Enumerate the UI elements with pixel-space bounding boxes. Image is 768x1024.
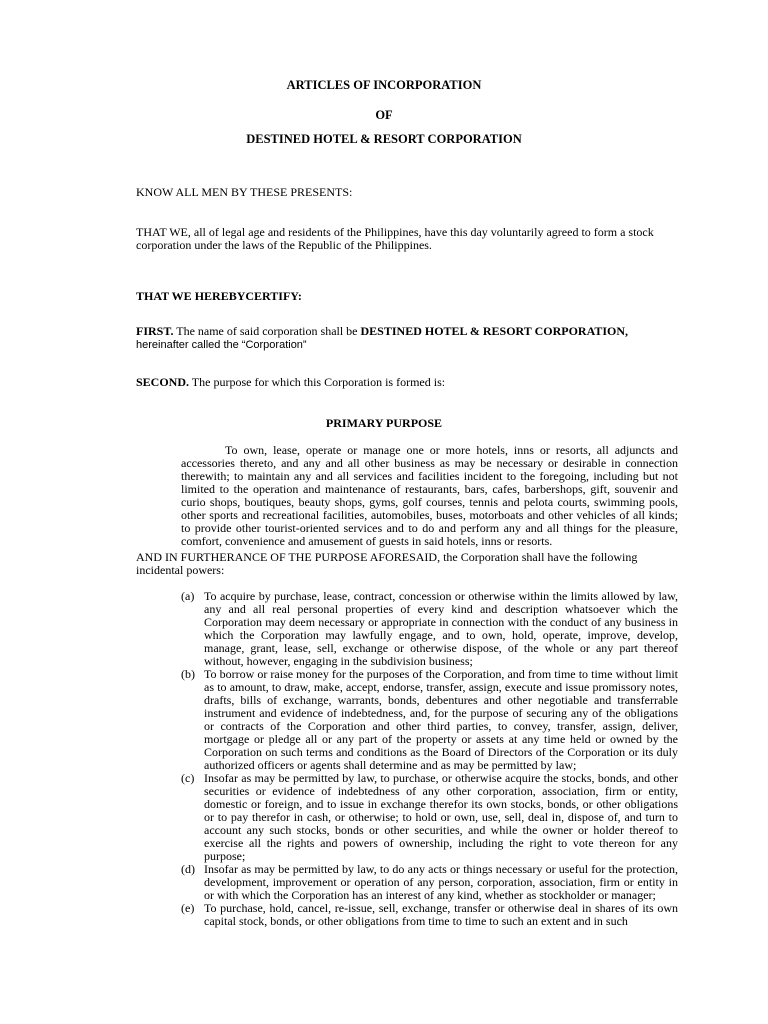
power-item-d: [181, 863, 678, 902]
power-label-c: (c): [181, 771, 195, 785]
power-item-a: [181, 590, 678, 668]
first-label: FIRST.: [136, 324, 174, 338]
power-label-b: (b): [181, 667, 195, 681]
first-article: [136, 325, 656, 352]
power-label-e: (e): [181, 901, 195, 915]
that-we-paragraph: THAT WE, all of legal age and residents of the Philippines, have this day voluntarily agreed to form a stock corporation under the laws of the Republic of the Philippines.: [136, 225, 654, 252]
primary-purpose-body: To own, lease, operate or manage one or more hotels, inns or resorts, all adjuncts and accessories thereto, and any and all other business as may be necessary or desirable in connection therewith; to maintain any and all services and facilities incident to the foregoing, including but not limited to the operation and maintenance of restaurants, bars, cafes, barbershops, gift, souvenir and curio shops, boutiques, beauty shops, gyms, golf courses, tennis and pelota courts, swimming pools, other sports and recreational facilities, automobiles, buses, motorboats and other vehicles of all kinds; to provide other tourist-oriented services and to do and perform any and all things for the pleasure, comfort, convenience and amusement of guests in said hotels, inns or resorts.: [181, 443, 678, 548]
second-text: The purpose for which this Corporation is formed is:: [189, 375, 446, 389]
title-line-2: OF: [375, 108, 393, 122]
corporation-name: DESTINED HOTEL & RESORT CORPORATION,: [360, 324, 629, 338]
first-after-text: hereinafter called the “Corporation”: [136, 339, 307, 351]
power-text-a: To acquire by purchase, lease, contract, concession or otherwise within the limits allowed by law, any and all real personal properties of every kind and description whatsoever which the Corporation may deem necessary or appropriate in connection with the conduct of any business in which the Corporation may lawfully engage, and to own, hold, operate, improve, develop, manage, grant, lease, sell, exchange or otherwise dispose, of the whole or any part thereof without, however, engaging in the subdivision business;: [204, 589, 678, 668]
power-text-b: To borrow or raise money for the purposes of the Corporation, and from time to time without limit as to amount, to draw, make, accept, endorse, transfer, assign, execute and issue promissory notes, drafts, bills of exchange, warrants, bonds, debentures and other negotiable and transferrable instrument and evidence of indebtedness, and, for the purpose of securing any of the obligations or contracts of the Corporation and other third parties, to convey, transfer, assign, deliver, mortgage or pledge all or any part of the property or assets at any time held or owned by the Corporation on such terms and conditions as the Board of Directors of the Corporation or its duly authorized officers or agents shall determine and as may be permitted by law;: [204, 667, 678, 772]
incidental-powers-list: [181, 590, 678, 928]
know-all-men: KNOW ALL MEN BY THESE PRESENTS:: [136, 185, 353, 199]
second-article: [136, 376, 656, 389]
first-text: The name of said corporation shall be: [173, 324, 361, 338]
title-line-3: DESTINED HOTEL & RESORT CORPORATION: [246, 132, 522, 146]
title-line-1: ARTICLES OF INCORPORATION: [286, 78, 482, 92]
power-label-d: (d): [181, 862, 195, 876]
power-label-a: (a): [181, 589, 195, 603]
power-item-c: [181, 772, 678, 863]
power-item-b: [181, 668, 678, 772]
primary-purpose-text: [181, 444, 678, 548]
furtherance-paragraph: AND IN FURTHERANCE OF THE PURPOSE AFORESAID, the Corporation shall have the following incidental powers:: [136, 550, 638, 577]
hereby-certify-heading: THAT WE HEREBYCERTIFY:: [136, 289, 302, 303]
power-text-d: Insofar as may be permitted by law, to do any acts or things necessary or useful for the protection, development, improvement or operation of any person, corporation, association, firm or entity in or with which the Corporation has an interest of any kind, whether as stockholder or manager;: [204, 862, 678, 902]
second-label: SECOND.: [136, 375, 190, 389]
power-text-e: To purchase, hold, cancel, re-issue, sell, exchange, transfer or otherwise deal in shares of its own capital stock, bonds, or other obligations from time to time to such an extent and in such: [204, 901, 678, 928]
power-item-e: [181, 902, 678, 928]
power-text-c: Insofar as may be permitted by law, to purchase, or otherwise acquire the stocks, bonds, and other securities or evidence of indebtedness of any other corporation, association, firm or entity, domestic or foreign, and to issue in exchange therefor its own stocks, bonds, or other obligations or to pay therefor in cash, or otherwise; to hold or own, use, sell, deal in, dispose of, and turn to account any such stocks, bonds or other securities, and while the owner or holder thereof to exercise all the rights and powers of ownership, including the right to vote thereon for any purpose;: [204, 771, 678, 863]
primary-purpose-heading: PRIMARY PURPOSE: [325, 416, 443, 430]
